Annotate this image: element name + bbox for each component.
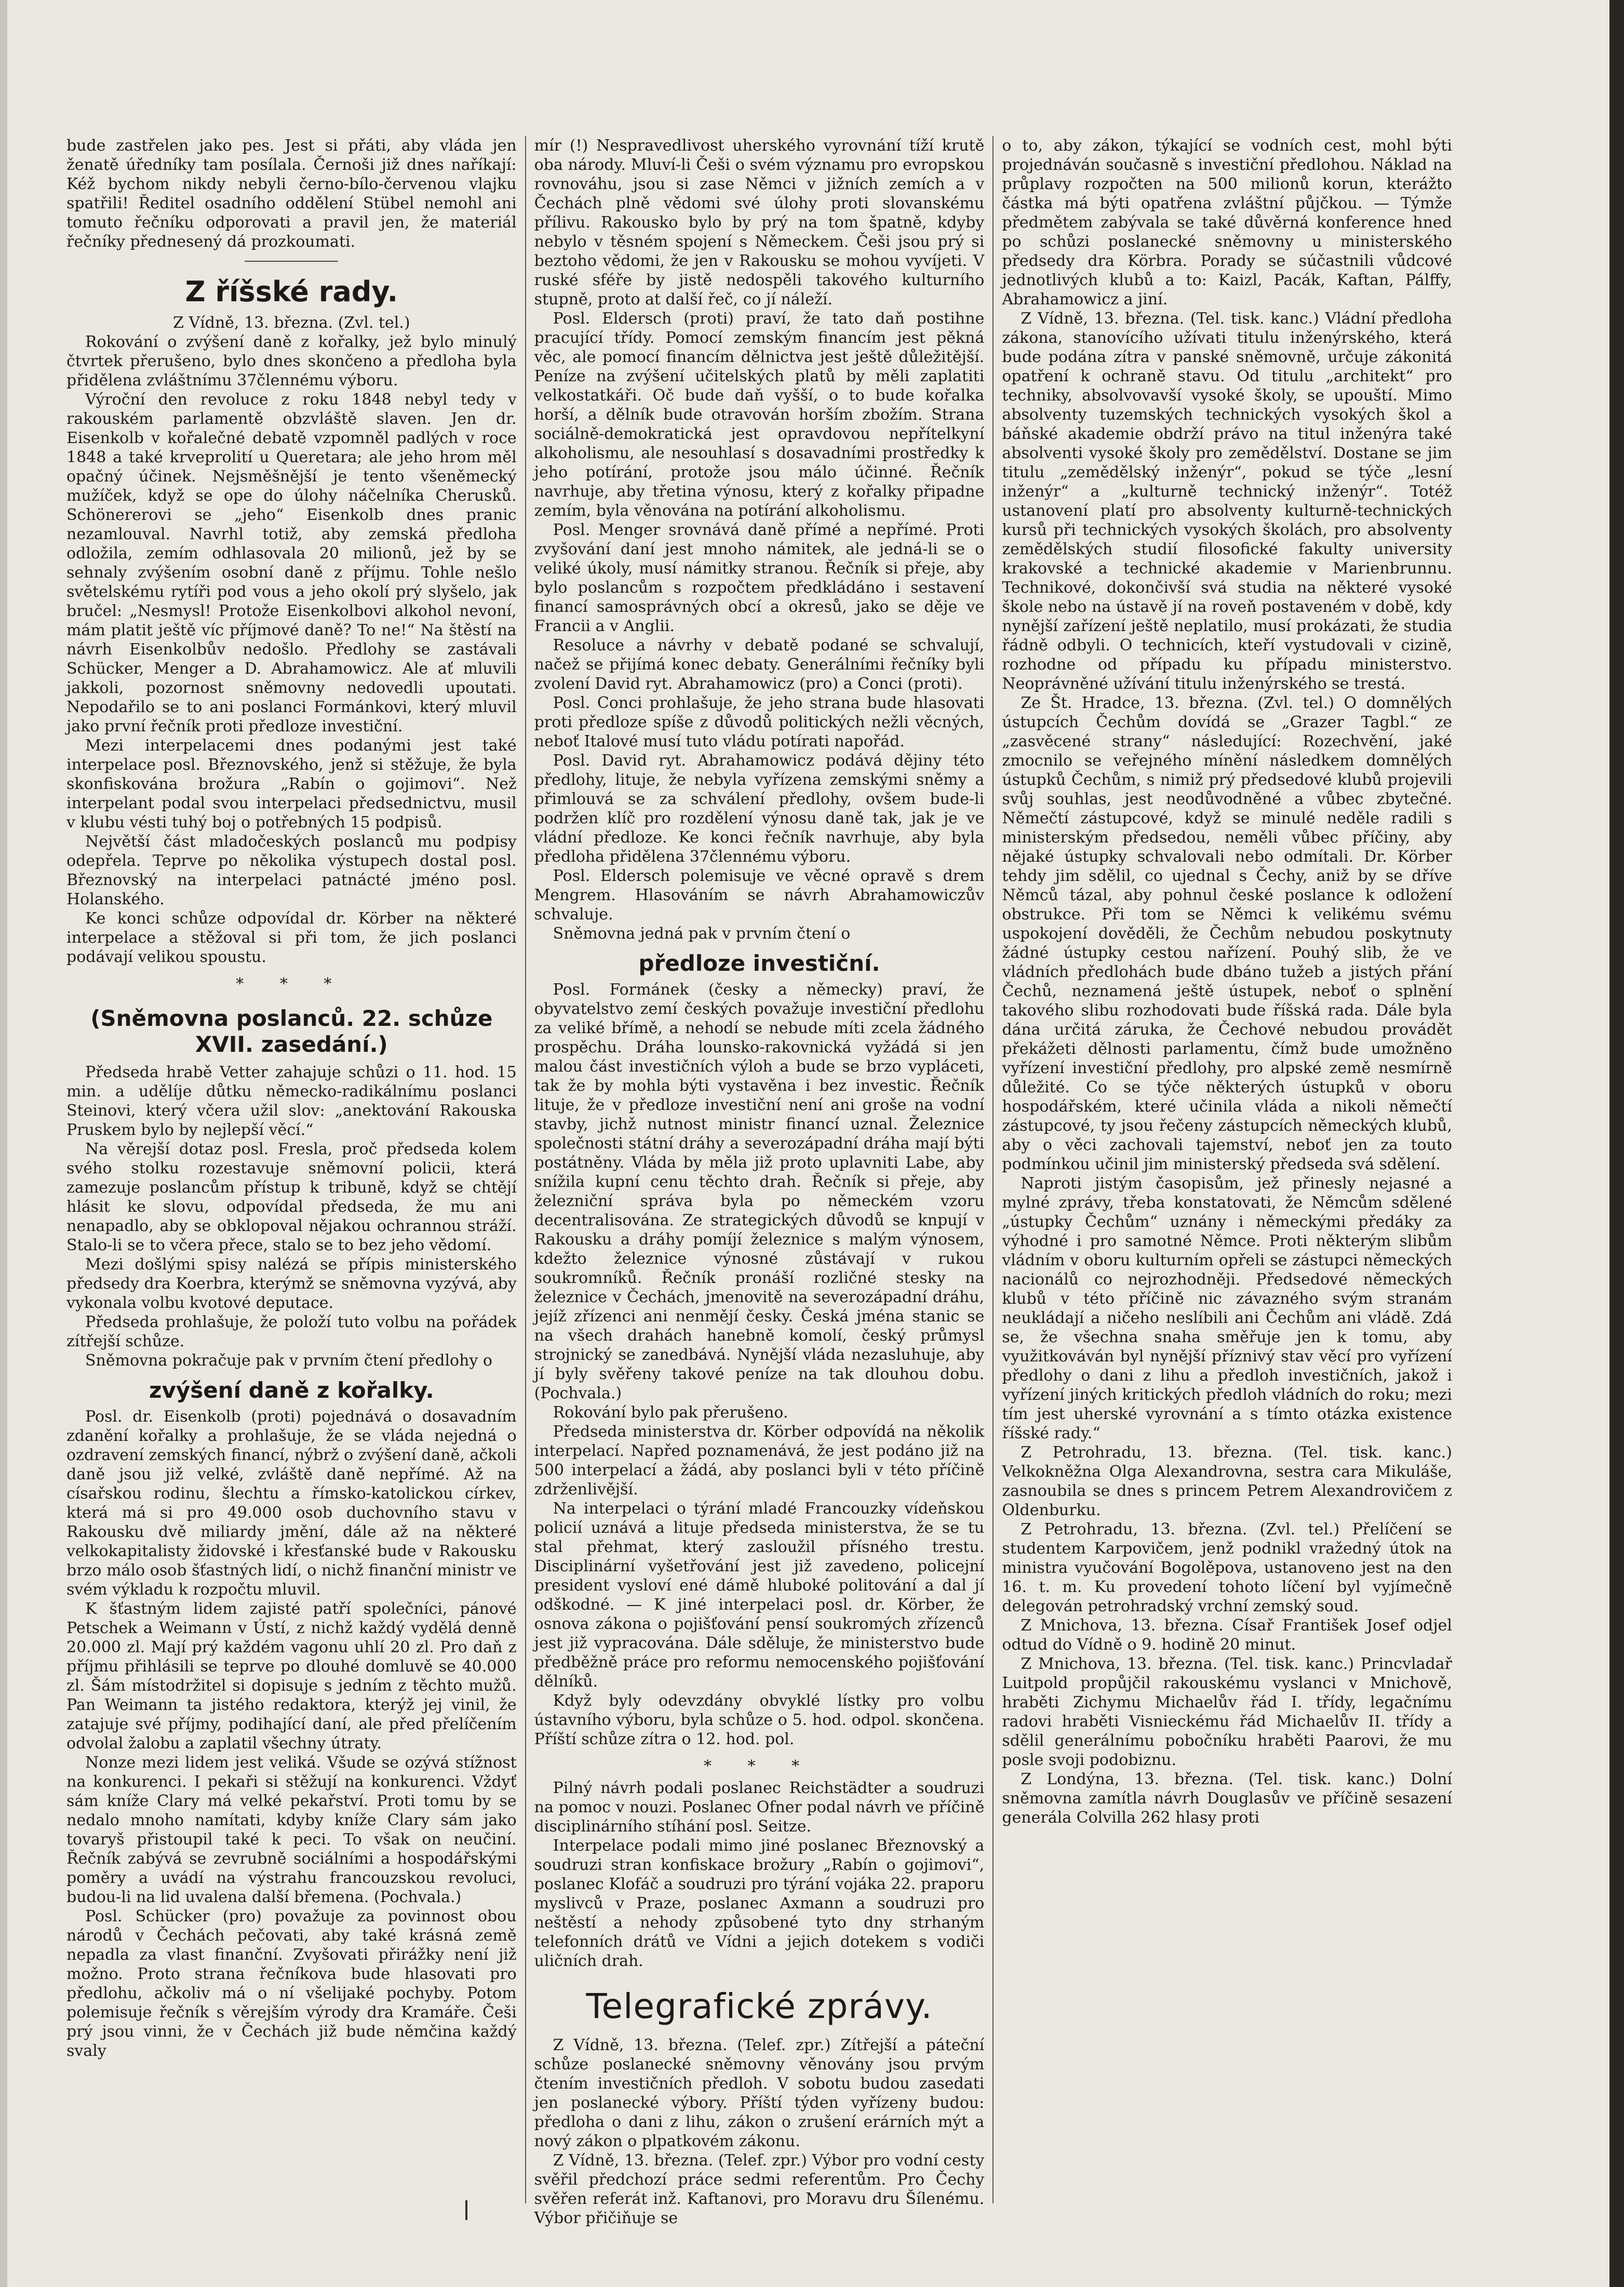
article-text: Na věrejší dotaz posl. Fresla, proč předseda kolem svého stolku rozestavuje sněmovní policii, která zamezuje poslancům přístup k tribuně, když se chtějí hlásit ke slovu, odpovídal předseda, že mu ani nenapadlo, aby se obklopoval nějakou ochrannou stráží. Stalo-li se to včera přece, stalo se to bez jeho vědomí.	[66, 1140, 517, 1254]
scan-left-edge	[0, 0, 7, 2287]
scan-right-edge	[1609, 0, 1624, 2287]
article-text: Mezi došlými spisy nalézá se přípis ministerského předsedy dra Koerbra, kterýmž se sněmovna vyzývá, aby vykonala volbu kvotové deputace.	[66, 1255, 517, 1312]
article-text: Rokování o zvýšení daně z kořalky, jež bylo minulý čtvrtek přerušeno, bylo dnes skončeno a předloha byla přidělena zvláštnímu 37člennému výboru.	[66, 333, 517, 390]
article-text: Předseda ministerstva dr. Körber odpovídá na několik interpelací. Napřed poznamenává, že jest podáno již na 500 interpelací a žádá, aby poslanci byli v této příčině zdrženlivější.	[534, 1423, 985, 1499]
section-heading: Telegrafické zprávy.	[586, 1986, 933, 2026]
article-text: Posl. Eldersch polemisuje ve věcné opravě s drem Mengrem. Hlasováním se návrh Abrahamowiczův schvaluje.	[534, 867, 985, 924]
article-text: Sněmovna pokračuje pak v prvním čtení předlohy o	[85, 1352, 492, 1370]
article-text: Posl. dr. Eisenkolb (proti) pojednává o dosavadním zdanění kořalky a prohlašuje, že se vláda nejedná o ozdravení zemských financí, nýbrž o zvýšení daně, ačkoli daně jsou již velké, zvláště daně nepřímé. Až na císařskou rodinu, šlechtu a římsko-katolickou církev, která má si pro 49.000 osob duchovního stavu v Rakousku dvě miliardy jmění, dále až na některé velkokapitalisty židovské i křesťanské bude v Rakousku brzo málo osob šťastných lidí, o nichž finanční ministr ve svém výkladu k rozpočtu mluvil.	[66, 1408, 517, 1599]
subheading: zvýšení daně z kořalky.	[149, 1377, 434, 1403]
article-text: Nonze mezi lidem jest veliká. Všude se ozývá stížnost na konkurenci. I pekaři si stěžují na konkurenci. Vždyť sám kníže Clary má velké pekařství. Proti tomu by se nedalo mnoho namítati, kdyby kníže Clary sám jako tovaryš přistoupil také k peci. To však on neučiní. Řečník zabývá se zevrubně sociálními a hospodářskými poměry a uvádí na výstrahu francouzskou revoluci, budou-li na lid uvalena další břemena. (Pochvala.)	[66, 1754, 517, 1906]
article-text: Předseda prohlašuje, že položí tuto volbu na pořádek zítřejší schůze.	[66, 1313, 517, 1350]
article-text: Pilný návrh podali poslanec Reichstädter a soudruzi na pomoc v nouzi. Poslanec Ofner podal návrh ve příčině disciplinárního stíhání posl. Seitze.	[534, 1779, 985, 1836]
column-3	[1002, 136, 1452, 2203]
column-rule	[525, 136, 526, 2203]
article-text: Z Petrohradu, 13. března. (Zvl. tel.) Přelíčení se studentem Karpovičem, jenž podnikl vražedný útok na ministra vyučování Bogolěpova, ustanoveno jest na den 16. t. m. Ku provedení tohoto líčení byl vyjímečně delegován petrohradský vrchní zemský soud.	[1002, 1520, 1453, 1615]
dateline: Z Vídně, 13. března. (Zvl. tel.)	[173, 314, 410, 332]
article-text: Předseda hrabě Vetter zahajuje schůzi o 11. hod. 15 min. a udělíje důtku německo-radikálnímu poslanci Steinovi, který včera užil slov: „anektování Rakouska Pruskem bylo by nejlepší věcí.“	[66, 1063, 517, 1139]
article-text: bude zastřelen jako pes. Jest si přáti, aby vláda jen ženatě úředníky tam posílala. Černoši již dnes naříkají: Kéž bychom nikdy nebyli černo-bílo-červenou vlajku spatřili! Ředitel osadního oddělení Stübel nemohl ani tomuto řečníku odporovati a pravil jen, že materiál řečníky přednesený dá prozkoumati.	[66, 137, 517, 251]
subheading: předloze investiční.	[638, 951, 880, 976]
article-text: Z Mnichova, 13. března. Císař František Josef odjel odtud do Vídně o 9. hodině 20 minut.	[1002, 1616, 1453, 1654]
page-mark	[465, 2200, 467, 2220]
article-text: Výroční den revoluce z roku 1848 nebyl tedy v rakouském parlamentě obzvláště slaven. Jen dr. Eisenkolb v kořalečné debatě vzpomněl padlých v roce 1848 a také krveprolití u Queretara; ale jeho hrom měl opačný účinek. Nejsměšnější je tento všeněmecký mužíček, když se ope do úlohy náčelníka Cherusků. Schönererovi se „jeho“ Eisenkolb dnes pranic nezamlouval. Navrhl totiž, aby zemská předloha odložila, zemím odhlasovala 20 milionů, jež by se sehnaly zvýšením osobní daně z příjmu. Tohle nešlo světelskému rytíři pod vous a jeho okolí prý slyšelo, jak bručel: „Nesmysl! Protože Eisenkolbovi alkohol nevoní, mám platit ještě víc příjmové daně? To ne!“ Na štěstí na návrh Eisenkolbův nedošlo. Předlohy se zastávali Schücker, Menger a D. Abrahamowicz. Ale ať mluvili jakkoli, pozornost sněmovny nedovedli upoutati. Nepodařilo se to ani poslanci Formánkovi, který mluvil jako první řečník proti předloze investiční.	[66, 391, 517, 735]
section-heading: Z říšské rady.	[185, 275, 398, 308]
article-text: Ze Št. Hradce, 13. března. (Zvl. tel.) O domnělých ústupcích Čechům dovídá se „Grazer Tagbl.“ ze „zasvěcené strany“ následující: Rozechvění, jaké zmocnilo se veřejného mínění následkem domnělých ústupků Čechům, s nimiž prý předsedové klubů projevili svůj souhlas, jest neodůvodněné a vůbec zbytečné. Němečtí zástupcové, když se minulé neděle radili s ministerským předsedou, neměli vůbec příčiny, aby nějaké ústupky schvalovali nebo odmítali. Dr. Körber tehdy jim sdělil, co ujednal s Čechy, aniž by se dříve Němců tázal, aby pohnul české poslance k odložení obstrukce. Při tom se Němci k velikému svému uspokojení dověděli, že Čechům nebudou poskytnuty žádné ústupky cestou nařízení. Pouhý slib, že ve vládních předlohách bude dbáno tužeb a jistých přání Čechů, neznamená ještě ústupek, neboť o splnění takového slibu rozhodovati bude říšská rada. Dále byla dána určitá záruka, že Čechové nebudou provádět překážeti dělnosti parlamentu, čímž bude umožněno vyřízení investiční předlohy, pro alpské země nesmírně důležité. Co se týče některých ústupků v oboru hospodářském, které učinila vláda a nikoli němečtí zástupcové, ty jsou řečeny zástupcích německých klubů, aby o věci zachovali tajemství, neboť jen za touto podmínkou učinil jim ministerský předseda svá sdělení.	[1002, 694, 1453, 1173]
article-text: Mezi interpelacemi dnes podanými jest také interpelace posl. Březnovského, jenž si stěžuje, že byla skonfiskována brožura „Rabín o gojimovi“. Než interpelant podal svou interpelaci předsednictvu, musil v klubu vésti tuhý boj o potřebných 15 podpisů.	[66, 737, 517, 832]
section-stars: * * *	[236, 975, 347, 993]
article-text: Posl. Menger srovnává daně přímé a nepřímé. Proti zvyšování daní jest mnoho námitek, ale jedná-li se o veliké úkoly, musí námitky stranou. Řečník si přeje, aby bylo poslancům s rozpočtem předkládáno i sestavení financí samosprávných obcí a okresů, jako se děje ve Francii a v Anglii.	[534, 521, 985, 635]
article-text: mír (!) Nespravedlivost uherského vyrovnání tíží krutě oba národy. Mluví-li Češi o svém významu pro evropskou rovnováhu, jsou si zase Němci v jižních zemích a v Čechách plně vědomi své úlohy proti slovanskému přílivu. Rakousko bylo by prý na tom špatně, kdyby nebylo v těsném spojení s Německem. Češi jsou prý si beztoho vědomi, že jen v Rakousku se mohou vyvíjeti. V ruské sféře by jistě nedospěli takového kulturního stupně, proto at další řeč, co jí náleží.	[534, 137, 985, 309]
article-text: Ke konci schůze odpovídal dr. Körber na některé interpelace a stěžoval si při tom, že jich poslanci podávají velikou spoustu.	[66, 910, 517, 966]
article-text: Z Mnichova, 13. března. (Tel. tisk. kanc.) Princvladař Luitpold propůjčil rakouskému vyslanci v Mnichově, hraběti Zichymu Michaelův řád I. třídy, legačnímu radovi hraběti Visnieckému řád Michaelův II. třídy a sdělil generálnímu pobočníku hraběti Paarovi, že mu posle svoji podobiznu.	[1002, 1655, 1453, 1769]
article-text: K šťastným lidem zajisté patří společníci, pánové Petschek a Weimann v Ústí, z nichž každý vydělá denně 20.000 zl. Mají prý každém vagonu uhlí 20 zl. Pro daň z příjmu přihlásili se teprve po dlouhé domluvě se 40.000 zl. Šám místodržitel si dopisuje s jedním z těchto mužů. Pan Weimann ta jistého redaktora, kterýž jej vinil, že zatajuje své příjmy, podihající daní, ale před přelíčením odvolal žalobu a zaplatil všechny útraty.	[66, 1600, 517, 1753]
session-heading: (Sněmovna poslanců. 22. schůze XVII. zasedání.)	[90, 1006, 493, 1057]
newspaper-page	[66, 136, 1453, 2227]
article-text: Z Vídně, 13. března. (Tel. tisk. kanc.) Vládní předloha zákona, stanovícího užívati titulu inženýrského, která bude podána zítra v panské sněmovně, určuje zákonitá opatření k ochraně stavu. Od titulu „architekt“ pro techniky, absolvovavší vysoké školy, se upouští. Mimo absolventy tuzemských technických vysokých škol a báňské akademie obdrží právo na titul inženýra také absolventi vysoké školy pro zemědělství. Dostane se jim titulu „zemědělský inženýr“, pokud se týče „lesní inženýr“ a „kulturně technický inženýr“. Totéž ustanovení platí pro absolventy kulturně-technických kursů při technických vysokých školách, pro absolventy zemědělských studií filosofické fakulty university krakovské a technické akademie v Marienbrunnu. Technikové, dokončivší svá studia na některé vysoké škole nebo na ústavě jí na roveň postaveném v době, kdy nynější zařízení ještě neplatilo, musí prokázati, že studia řádně odbyli. O technicích, kteří vystudovali v cizině, rozhodne od případu ku případu ministerstvo. Neoprávněné užívání titulu inženýrského se trestá.	[1002, 310, 1453, 693]
article-text: Když byly odevzdány obvyklé lístky pro volbu ústavního výboru, byla schůze o 5. hod. odpol. skončena. Příští schůze zítra o 12. hod. pol.	[534, 1692, 985, 1748]
article-text: Posl. David ryt. Abrahamowicz podává dějiny této předlohy, lituje, že nebyla vyřízena zemskými sněmy a přimlouvá se za schválení předlohy, ovšem bude-li podržen klíč pro rozdělení výnosu daně tak, jak je ve vládní předloze. Ke konci řečník navrhuje, aby byla předloha přidělena 37člennému výboru.	[534, 752, 985, 866]
article-text: o to, aby zákon, týkající se vodních cest, mohl býti projednáván současně s investiční předlohou. Náklad na průplavy rozpočten na 500 milionů korun, kterážto částka má býti opatřena zvláštní půjčkou. — Týmže předmětem zabývala se také důvěrná konference hned po schůzi poslanecké sněmovny u ministerského předsedy dra Körbra. Porady se súčastnili vůdcové jednotlivých klubů a to: Kaizl, Pacák, Kaftan, Pálffy, Abrahamowicz a jiní.	[1002, 137, 1453, 309]
article-text: Posl. Schücker (pro) považuje za povinnost obou národů v Čechách pečovati, aby také krásná země nepadla za vlast finanční. Zvyšovati přirážky není již možno. Proto strana řečníkova bude hlasovati pro předlohu, ačkoliv má o ní všelijaké pochyby. Potom polemisuje řečník s věrejším výrody dra Kramáře. Češi prý jsou vinni, že v Čechách již bude němčina každý svaly	[66, 1907, 517, 2060]
section-stars: * * *	[703, 1757, 815, 1775]
article-text: Z Petrohradu, 13. března. (Tel. tisk. kanc.) Velkokněžna Olga Alexandrovna, sestra cara Mikuláše, zasnoubila se dnes s princem Petrem Alexandrovičem z Oldenburku.	[1002, 1443, 1453, 1519]
article-text: Naproti jistým časopisům, jež přinesly nejasné a mylné zprávy, třeba konstatovati, že Němcům sdělené „ústupky Čechům“ uznány i německými předáky za výhodné i pro samotné Němce. Proti některým slibům vládním v oboru kulturním opřeli se zástupci německých nacionálů co nejrozhodněji. Předsedové německých klubů v této příčině nic závazného svým stranám neukládají a ničeho neslíbili ani Čechům ani vládě. Zdá se, že všechna snaha směřuje jen k tomu, aby využitkováván byl nynější příznivý stav věcí pro vyřízení předlohy o dani z lihu a předloh investičních, jakož i vyřízení jiných kritických předloh vládních do roku; mezi tím jest uherské vyrovnání a s tímto otázka existence říšské rady.“	[1002, 1174, 1453, 1442]
article-text: Z Vídně, 13. března. (Telef. zpr.) Výbor pro vodní cesty svěřil předchozí práce sedmi referentům. Pro Čechy svěřen referát inž. Kaftanovi, pro Moravu dru Šílenému. Výbor přičiňuje se	[534, 2151, 985, 2227]
article-text: Posl. Conci prohlašuje, že jeho strana bude hlasovati proti předloze spíše z důvodů politických nežli věcných, neboť Italové musí tuto vládu potírati napořád.	[534, 694, 985, 751]
article-text: Posl. Formánek (česky a německy) praví, že obyvatelstvo zemí českých považuje investiční předlohu za veliké břímě, a nehodí se nebude míti zcela žádného prospěchu. Dráha lounsko-rakovnická vyžádá si jen malou část investičních výloh a bude se brzo vypláceti, tak že by mohla býti vystavěna i bez investic. Řečník lituje, že v předloze investiční není ani groše na vodní stavby, jichž nutnost ministr financí uznal. Železnice společnosti státní dráhy a severozápadní dráha mají býti postátněny. Vláda by měla již proto uplavniti Labe, aby snížila kupní cenu těchto drah. Řečník si přeje, aby železniční správa byla po německém vzoru decentralisována. Ze strategických důvodů se knpují v Rakousku a dráhy pomíjí železnice s malým výnosem, kdežto železnice výnosné zůstávají v rukou soukromníků. Řečník pronáší rozličné stesky na železnice v Čechách, jmenovitě na severozápadní dráhu, jejíž zřízenci ani nenmějí česky. Česká jména stanic se na všech drahách hanebně komolí, český průmysl strojnický se zanedbává. Nynější vláda nezasluhuje, aby jí byly svěřeny takové peníze na tak dlouhou dobu. (Pochvala.)	[534, 981, 985, 1402]
article-text: Rokování bylo pak přerušeno.	[553, 1403, 788, 1422]
column-1	[66, 136, 517, 2203]
article-text: Na interpelaci o týrání mladé Francouzky vídeňskou policií uznává a lituje předseda ministerstva, že se tu stal přehmat, který zasloužil přísného trestu. Disciplinární vyšetřování jest již zavedeno, policejní president vysloví ené dámě hluboké politování a dal jí odškodné. — K jiné interpelaci posl. dr. Körber, že osnova zákona o pojišťování pensí soukromých zřízenců jest již vypracována. Dále sděluje, že ministerstvo bude předběžně práce pro reformu nemocenského pojišťování dělníků.	[534, 1500, 985, 1691]
column-2	[534, 136, 985, 2227]
divider	[245, 261, 338, 262]
column-rule	[992, 136, 994, 2203]
article-text: Z Vídně, 13. března. (Telef. zpr.) Zítřejší a páteční schůze poslanecké sněmovny věnovány jsou prvým čtením investičních předloh. V sobotu budou zasedati jen poslanecké výbory. Příští týden vyřízeny budou: předloha o dani z lihu, zákon o zrušení erárních mýt a nový zákon o plpatkovém zákonu.	[534, 2036, 985, 2150]
article-text: Interpelace podali mimo jiné poslanec Březnovský a soudruzi stran konfiskace brožury „Rabín o gojimovi“, poslanec Klofáč a soudruzi pro týrání vojáka 22. praporu myslivců v Praze, poslanec Axmann a soudruzi pro neštěstí a nehody způsobené tyto dny strhaným telefonních drátů ve Vídni a jejich dotekem s vodiči uličních drah.	[534, 1837, 985, 1970]
article-text: Největší část mladočeských poslanců mu podpisy odepřela. Teprve po několika výstupech dostal posl. Březnovský na interpelaci patnácté jméno posl. Holanského.	[66, 833, 517, 908]
article-text: Posl. Eldersch (proti) praví, že tato daň postihne pracující třídy. Pomocí zemským financím jest pěkná věc, ale pomocí financím dělnictva jest ještě důležitější. Peníze na zvýšení učitelských platů by měli zaplatiti velkostatkáři. Oč bude daň vyšší, o to bude kořalka horší, a dělník bude otravován horším zbožím. Strana sociálně-demokratická jest opravdovou nepřítelkyní alkoholismu, ale nesouhlasí s dosavadními prostředky k jeho potírání, protože jsou málo účinné. Řečník navrhuje, aby třetina výnosu, který z kořalky připadne zemím, byla věnována na potírání alkoholismu.	[534, 310, 985, 520]
article-text: Sněmovna jedná pak v prvním čtení o	[553, 925, 851, 943]
article-text: Resoluce a návrhy v debatě podané se schvalují, načež se přijímá konec debaty. Generálními řečníky byli zvolení David ryt. Abrahamowicz (pro) a Conci (proti).	[534, 636, 985, 693]
article-text: Z Londýna, 13. března. (Tel. tisk. kanc.) Dolní sněmovna zamítla návrh Douglasův ve příčině sesazení generála Colvilla 262 hlasy proti	[1002, 1770, 1453, 1827]
